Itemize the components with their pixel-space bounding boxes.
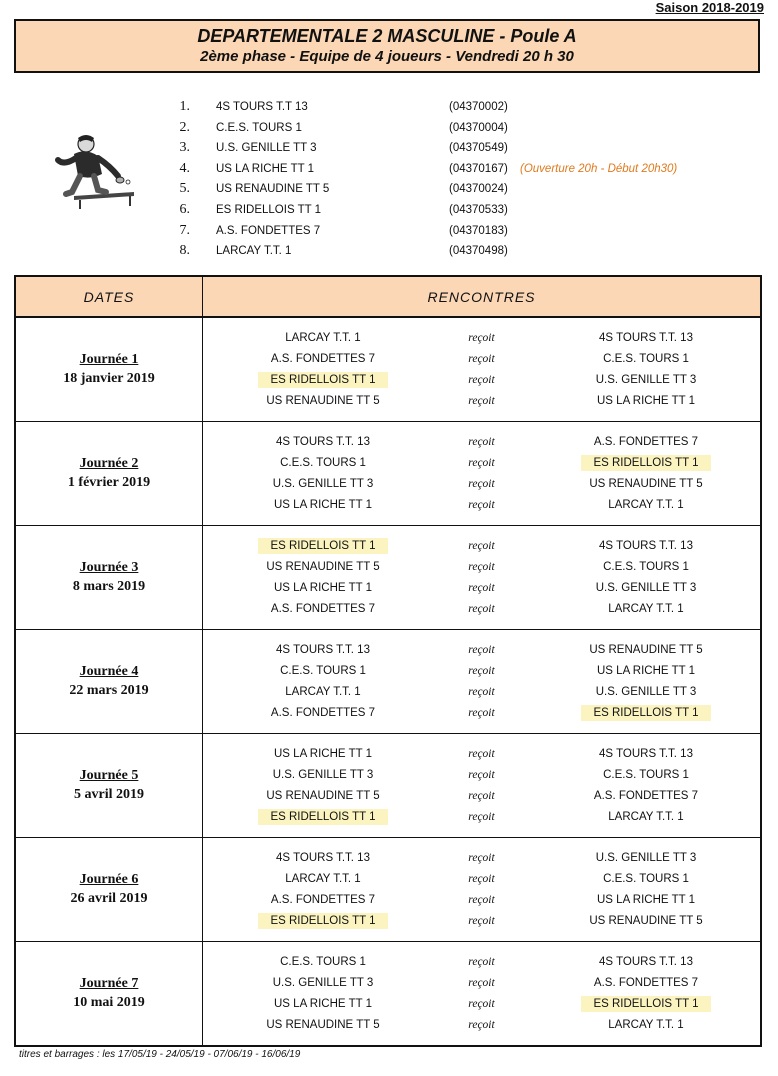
home-team — [223, 328, 423, 349]
away-team-name: US RENAUDINE TT 5 — [589, 914, 703, 927]
away-team-name: U.S. GENILLE TT 3 — [595, 581, 697, 594]
away-team — [546, 952, 746, 973]
match-row — [203, 765, 760, 786]
page-subtitle: 2ème phase - Equipe de 4 joueurs - Vendredi 20 h 30 — [200, 48, 574, 65]
away-team-name: 4S TOURS T.T. 13 — [599, 955, 693, 968]
home-team-name: LARCAY T.T. 1 — [285, 331, 361, 344]
home-team — [223, 557, 423, 578]
away-team-name: U.S. GENILLE TT 3 — [595, 851, 697, 864]
home-team — [223, 640, 423, 661]
home-team-name: U.S. GENILLE TT 3 — [272, 768, 374, 781]
team-name: C.E.S. TOURS 1 — [216, 121, 302, 134]
home-team-name: 4S TOURS T.T. 13 — [276, 435, 370, 448]
matches-cell — [203, 526, 762, 630]
recoit-label: reçoit — [468, 498, 495, 511]
away-team — [546, 765, 746, 786]
day-date: 10 mai 2019 — [73, 995, 145, 1010]
home-team — [223, 661, 423, 682]
match-row — [203, 640, 760, 661]
col-matches-header: RENCONTRES — [203, 276, 762, 317]
date-cell — [15, 630, 203, 734]
team-name: US LA RICHE TT 1 — [216, 162, 314, 175]
calendar-day-row — [15, 317, 761, 422]
home-team — [223, 432, 423, 453]
team-number: 5. — [179, 181, 190, 197]
recoit-label: reçoit — [468, 331, 495, 344]
away-team — [546, 744, 746, 765]
recoit-label: reçoit — [468, 602, 495, 615]
team-number: 8. — [179, 243, 190, 259]
home-team — [223, 453, 423, 474]
away-team-name: US LA RICHE TT 1 — [597, 664, 695, 677]
date-cell — [15, 942, 203, 1047]
match-row — [203, 432, 760, 453]
calendar-table — [14, 275, 762, 1047]
col-dates-header: DATES — [15, 276, 203, 317]
date-cell — [15, 838, 203, 942]
recoit-label: reçoit — [468, 955, 495, 968]
home-team-name: A.S. FONDETTES 7 — [270, 706, 376, 719]
day-label: Journée 7 — [79, 976, 139, 991]
away-team — [546, 890, 746, 911]
home-team — [223, 869, 423, 890]
match-row — [203, 370, 760, 391]
calendar-day-row — [15, 422, 761, 526]
match-row — [203, 786, 760, 807]
recoit-label: reçoit — [468, 373, 495, 386]
home-team — [223, 578, 423, 599]
team-number: 2. — [179, 119, 190, 135]
home-team — [223, 391, 423, 412]
home-team — [223, 890, 423, 911]
day-label: Journée 5 — [79, 768, 139, 783]
home-team — [223, 952, 423, 973]
home-team-name: C.E.S. TOURS 1 — [280, 456, 366, 469]
team-row — [170, 221, 770, 242]
away-team-name: C.E.S. TOURS 1 — [603, 352, 689, 365]
match-row — [203, 349, 760, 370]
title-banner — [14, 19, 760, 73]
away-team — [546, 578, 746, 599]
team-row — [170, 179, 770, 200]
home-team-name: US RENAUDINE TT 5 — [266, 560, 380, 573]
away-team-name: 4S TOURS T.T. 13 — [599, 539, 693, 552]
away-team — [546, 557, 746, 578]
home-team-name: LARCAY T.T. 1 — [285, 872, 361, 885]
team-code: (04370167) — [449, 162, 508, 175]
team-number: 7. — [179, 222, 190, 238]
away-team-name: US LA RICHE TT 1 — [597, 394, 695, 407]
home-team-name: US LA RICHE TT 1 — [274, 498, 372, 511]
match-row — [203, 599, 760, 620]
away-team-name: 4S TOURS T.T. 13 — [599, 747, 693, 760]
away-team-name: C.E.S. TOURS 1 — [603, 768, 689, 781]
away-team-name: A.S. FONDETTES 7 — [593, 789, 699, 802]
matches-cell — [203, 942, 762, 1047]
home-team — [223, 765, 423, 786]
day-date: 26 avril 2019 — [70, 891, 148, 906]
date-cell — [15, 422, 203, 526]
away-team — [546, 973, 746, 994]
home-team-name: LARCAY T.T. 1 — [285, 685, 361, 698]
away-team — [546, 1015, 746, 1036]
match-row — [203, 994, 760, 1015]
recoit-label: reçoit — [468, 685, 495, 698]
away-team — [546, 349, 746, 370]
recoit-label: reçoit — [468, 394, 495, 407]
home-team — [223, 536, 423, 557]
team-name: LARCAY T.T. 1 — [216, 245, 292, 258]
home-team — [223, 786, 423, 807]
home-team-name: ES RIDELLOIS TT 1 — [258, 372, 387, 388]
recoit-label: reçoit — [468, 477, 495, 490]
away-team-name: US RENAUDINE TT 5 — [589, 643, 703, 656]
away-team-name: A.S. FONDETTES 7 — [593, 435, 699, 448]
away-team — [546, 869, 746, 890]
match-row — [203, 391, 760, 412]
recoit-label: reçoit — [468, 851, 495, 864]
day-date: 22 mars 2019 — [69, 683, 149, 698]
date-cell — [15, 526, 203, 630]
home-team-name: 4S TOURS T.T. 13 — [276, 851, 370, 864]
home-team — [223, 349, 423, 370]
away-team — [546, 848, 746, 869]
matches-cell — [203, 630, 762, 734]
match-row — [203, 973, 760, 994]
home-team — [223, 370, 423, 391]
team-name: ES RIDELLOIS TT 1 — [216, 203, 322, 216]
match-row — [203, 807, 760, 828]
away-team — [546, 682, 746, 703]
recoit-label: reçoit — [468, 810, 495, 823]
home-team — [223, 682, 423, 703]
away-team-name: U.S. GENILLE TT 3 — [595, 685, 697, 698]
away-team — [546, 474, 746, 495]
match-row — [203, 703, 760, 724]
home-team-name: U.S. GENILLE TT 3 — [272, 976, 374, 989]
day-label: Journée 2 — [79, 456, 139, 471]
calendar-day-row — [15, 734, 761, 838]
recoit-label: reçoit — [468, 1018, 495, 1031]
calendar-day-row — [15, 838, 761, 942]
recoit-label: reçoit — [468, 872, 495, 885]
day-date: 1 février 2019 — [67, 475, 151, 490]
match-row — [203, 911, 760, 932]
away-team — [546, 495, 746, 516]
date-cell — [15, 734, 203, 838]
recoit-label: reçoit — [468, 643, 495, 656]
away-team — [546, 432, 746, 453]
home-team-name: US RENAUDINE TT 5 — [266, 1018, 380, 1031]
recoit-label: reçoit — [468, 997, 495, 1010]
match-row — [203, 661, 760, 682]
home-team-name: US LA RICHE TT 1 — [274, 747, 372, 760]
team-note: (Ouverture 20h - Début 20h30) — [520, 162, 678, 175]
match-row — [203, 682, 760, 703]
match-row — [203, 474, 760, 495]
away-team-name: US RENAUDINE TT 5 — [589, 477, 703, 490]
match-row — [203, 495, 760, 516]
match-row — [203, 869, 760, 890]
recoit-label: reçoit — [468, 976, 495, 989]
team-name: U.S. GENILLE TT 3 — [216, 142, 317, 155]
away-team-name: LARCAY T.T. 1 — [608, 602, 684, 615]
matches-cell — [203, 734, 762, 838]
match-row — [203, 557, 760, 578]
away-team — [546, 391, 746, 412]
recoit-label: reçoit — [468, 560, 495, 573]
recoit-label: reçoit — [468, 893, 495, 906]
away-team — [546, 599, 746, 620]
team-code: (04370549) — [449, 142, 508, 155]
team-name: 4S TOURS T.T 13 — [216, 101, 308, 113]
away-team — [546, 703, 746, 724]
home-team — [223, 807, 423, 828]
away-team — [546, 807, 746, 828]
home-team-name: US RENAUDINE TT 5 — [266, 789, 380, 802]
recoit-label: reçoit — [468, 789, 495, 802]
day-date: 5 avril 2019 — [74, 787, 144, 802]
team-code: (04370002) — [449, 101, 508, 113]
home-team-name: U.S. GENILLE TT 3 — [272, 477, 374, 490]
match-row — [203, 536, 760, 557]
match-row — [203, 453, 760, 474]
team-row — [170, 138, 770, 159]
calendar-day-row — [15, 630, 761, 734]
away-team — [546, 786, 746, 807]
page-title: DEPARTEMENTALE 2 MASCULINE - Poule A — [197, 26, 577, 46]
away-team — [546, 536, 746, 557]
matches-cell — [203, 838, 762, 942]
away-team-name: LARCAY T.T. 1 — [608, 498, 684, 511]
match-row — [203, 848, 760, 869]
home-team-name: 4S TOURS T.T. 13 — [276, 643, 370, 656]
home-team-name: US LA RICHE TT 1 — [274, 581, 372, 594]
teams-list — [170, 97, 770, 262]
team-code: (04370004) — [449, 121, 508, 134]
date-cell — [15, 317, 203, 422]
away-team — [546, 911, 746, 932]
away-team — [546, 328, 746, 349]
away-team — [546, 453, 746, 474]
team-name: A.S. FONDETTES 7 — [216, 224, 321, 237]
recoit-label: reçoit — [468, 747, 495, 760]
home-team-name: C.E.S. TOURS 1 — [280, 664, 366, 677]
match-row — [203, 578, 760, 599]
home-team — [223, 495, 423, 516]
match-row — [203, 890, 760, 911]
team-code: (04370183) — [449, 224, 508, 237]
team-code: (04370024) — [449, 183, 508, 196]
away-team-name: C.E.S. TOURS 1 — [603, 560, 689, 573]
home-team — [223, 994, 423, 1015]
home-team-name: US LA RICHE TT 1 — [274, 997, 372, 1010]
home-team-name: A.S. FONDETTES 7 — [270, 893, 376, 906]
away-team-name: ES RIDELLOIS TT 1 — [581, 996, 710, 1012]
away-team — [546, 994, 746, 1015]
home-team — [223, 848, 423, 869]
day-date: 18 janvier 2019 — [63, 371, 155, 386]
team-name: US RENAUDINE TT 5 — [216, 183, 330, 196]
team-code: (04370533) — [449, 203, 508, 216]
day-date: 8 mars 2019 — [72, 579, 146, 594]
home-team — [223, 911, 423, 932]
season-label: Saison 2018-2019 — [655, 0, 764, 15]
away-team — [546, 661, 746, 682]
match-row — [203, 952, 760, 973]
footer-note: titres et barrages : les 17/05/19 - 24/05/19 - 07/06/19 - 16/06/19 — [19, 1049, 301, 1060]
team-row — [170, 241, 770, 262]
away-team-name: US LA RICHE TT 1 — [597, 893, 695, 906]
away-team-name: ES RIDELLOIS TT 1 — [581, 455, 710, 471]
table-tennis-player-icon — [36, 130, 136, 210]
team-row — [170, 118, 770, 139]
home-team-name: US RENAUDINE TT 5 — [266, 394, 380, 407]
team-number: 4. — [179, 160, 190, 176]
home-team — [223, 474, 423, 495]
away-team-name: A.S. FONDETTES 7 — [593, 976, 699, 989]
team-number: 6. — [179, 201, 190, 217]
away-team — [546, 370, 746, 391]
calendar-day-row — [15, 526, 761, 630]
home-team — [223, 744, 423, 765]
home-team — [223, 599, 423, 620]
recoit-label: reçoit — [468, 664, 495, 677]
away-team-name: C.E.S. TOURS 1 — [603, 872, 689, 885]
team-row — [170, 159, 770, 180]
recoit-label: reçoit — [468, 539, 495, 552]
recoit-label: reçoit — [468, 768, 495, 781]
calendar-day-row — [15, 942, 761, 1047]
recoit-label: reçoit — [468, 456, 495, 469]
home-team-name: ES RIDELLOIS TT 1 — [258, 538, 387, 554]
recoit-label: reçoit — [468, 914, 495, 927]
home-team-name: A.S. FONDETTES 7 — [270, 602, 376, 615]
match-row — [203, 328, 760, 349]
team-code: (04370498) — [449, 245, 508, 258]
home-team — [223, 973, 423, 994]
match-row — [203, 1015, 760, 1036]
match-row — [203, 744, 760, 765]
day-label: Journée 3 — [79, 560, 139, 575]
home-team-name: A.S. FONDETTES 7 — [270, 352, 376, 365]
home-team-name: ES RIDELLOIS TT 1 — [258, 809, 387, 825]
matches-cell — [203, 422, 762, 526]
away-team-name: LARCAY T.T. 1 — [608, 1018, 684, 1031]
day-label: Journée 4 — [79, 664, 139, 679]
away-team — [546, 640, 746, 661]
day-label: Journée 1 — [79, 352, 139, 367]
away-team-name: ES RIDELLOIS TT 1 — [581, 705, 710, 721]
home-team — [223, 1015, 423, 1036]
team-number: 3. — [179, 140, 190, 156]
team-number: 1. — [179, 99, 190, 114]
away-team-name: LARCAY T.T. 1 — [608, 810, 684, 823]
recoit-label: reçoit — [468, 352, 495, 365]
team-row — [170, 97, 770, 118]
day-label: Journée 6 — [79, 872, 139, 887]
recoit-label: reçoit — [468, 581, 495, 594]
home-team-name: C.E.S. TOURS 1 — [280, 955, 366, 968]
away-team-name: 4S TOURS T.T. 13 — [599, 331, 693, 344]
matches-cell — [203, 317, 762, 422]
home-team — [223, 703, 423, 724]
recoit-label: reçoit — [468, 435, 495, 448]
team-row — [170, 200, 770, 221]
home-team-name: ES RIDELLOIS TT 1 — [258, 913, 387, 929]
recoit-label: reçoit — [468, 706, 495, 719]
calendar-header-row — [15, 276, 761, 317]
away-team-name: U.S. GENILLE TT 3 — [595, 373, 697, 386]
